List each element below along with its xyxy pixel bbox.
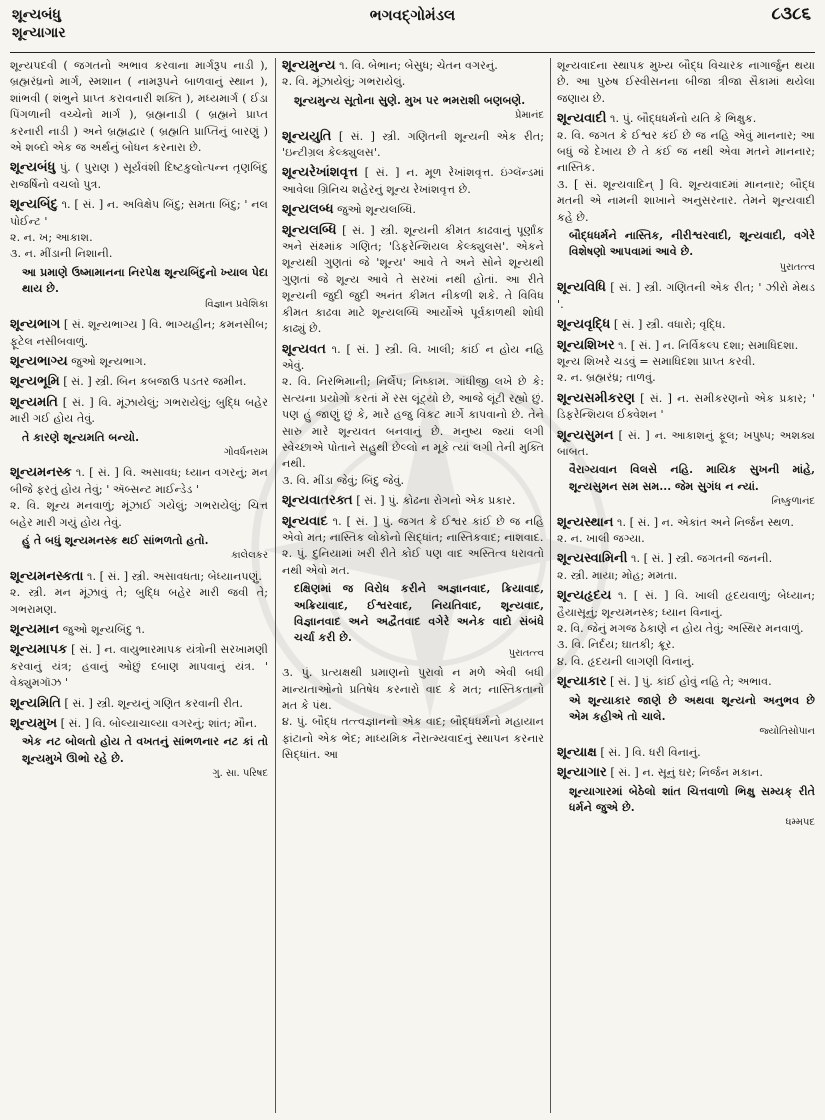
dictionary-entry [282, 202, 544, 218]
dictionary-entry [282, 223, 544, 338]
column-divider [275, 58, 276, 1113]
entry-headword: શૂન્યમાપક [10, 642, 68, 658]
entry-definition: જુઓ શૂન્યબિંદુ ૧. [62, 623, 145, 636]
entry-definition: ૧. [ સં. ] પું. જગત કે ઈશ્વર કાંઈ છે જ નહિ એવો મત; નાસ્તિક લોકોનો સિદ્ધાંત; નાસ્તિકવાદ; નાશવાદ. [282, 514, 544, 544]
entry-text [10, 696, 268, 712]
dictionary-entry [10, 716, 268, 783]
entry-sense: ૨. સ્ત્રી. માયા; મોહ; મમતા. [557, 568, 678, 582]
dictionary-entry [282, 342, 544, 490]
entry-definition: ૧. વિ. બેભાન; બેસુધ; ચેતન વગરનું. [339, 59, 498, 72]
dictionary-entry [282, 165, 544, 198]
entry-definition: [ સં. ] સ્ત્રી. ગણિતની એક રીત; ' ઝીરો મેથડ '. [557, 281, 815, 311]
entry-headword: શૂન્યલબ્ધ [282, 202, 334, 218]
dictionary-entry [557, 745, 815, 761]
entry-sense: ૪. વિ. હૃદયની લાગણી વિનાનું. [557, 654, 695, 668]
entry-headword: શૂન્યસમીકરણ [557, 390, 635, 406]
dictionary-entry [10, 696, 268, 712]
header-rule [10, 52, 815, 53]
entry-headword: શૂન્યરેખાંશવૃત્ત [282, 165, 358, 181]
column-middle [282, 58, 544, 1113]
dictionary-entry [10, 160, 268, 193]
entry-definition: ૧. [ સં. ] સ્ત્રી. જગતની જનની. [630, 552, 773, 566]
entry-headword: શૂન્યબંધુ [10, 160, 56, 176]
entry-sense: શૂન્ય શિખરે ચડવું = સમાધિદશા પ્રાપ્ત કરવી. [557, 354, 756, 368]
entry-headword: શૂન્યયુતિ [282, 128, 332, 144]
dictionary-entry [557, 58, 815, 107]
quotation-source: કાલેલકર [231, 550, 268, 562]
entry-text [557, 58, 815, 107]
entry-definition: [ સં. શૂન્યભાગ્ય ] વિ. ભાગ્યહીન; કમનસીબ; ફૂટેલ નસીબવાળું. [10, 318, 268, 348]
entry-definition: ૧. [ સં. ] વિ. ખાલી હૃદયવાળું; બેધ્યાન; હૈયાસૂનું; શૂન્યમનસ્ક; ધ્યાન વિનાનું. [557, 589, 815, 619]
entry-headword: શૂન્યવિધિ [557, 280, 606, 296]
entry-text [557, 317, 815, 333]
quotation-source: પુરાતત્ત્વ [779, 261, 815, 273]
entry-definition: [ સં. ] ન. મૂળ રેખાંશવૃત્ત. ઇંગ્લૅન્ડમાં આવેલા ગ્રિનિચ શહેરનું શૂન્ય રેખાંશવૃત્ત છે. [282, 166, 544, 196]
entry-text [10, 58, 268, 156]
dictionary-entry [557, 765, 815, 832]
entry-headword: શૂન્યાકાર [557, 674, 607, 690]
entry-definition: [ સં. ] સ્ત્રી. બિન કબજાઉ પડતર જમીન. [63, 375, 247, 389]
entry-definition: શૂન્યવાદના સ્થાપક મુખ્ય બૌદ્ધ વિચારક નાગાર્જુન થયા છે. આ પુરુષ ઈસ્વીસનના બીજા ત્રીજા સૈકામાં થયેલા જણાય છે. [557, 59, 815, 105]
entry-text [557, 338, 815, 354]
entry-headword: શૂન્યવાદી [557, 111, 607, 127]
entry-quotation: બૌદ્ધધર્મને નાસ્તિક, નીરીશ્વરવાદી, શૂન્યવાદી, વગેરે વિશેષણો આપવામાં આવે છે. પુરાતત્ત્વ [569, 227, 815, 276]
quotation-source: ધમ્મપદ [785, 817, 815, 829]
guide-word-top: શૂન્યબંધુ [12, 7, 61, 23]
page-header [0, 0, 825, 50]
entry-text [10, 317, 268, 350]
entry-sense: ૩. વિ. મીંડા જેવું; બિંદુ જેવું. [282, 473, 405, 487]
entry-text [10, 569, 268, 585]
entry-text [557, 280, 815, 313]
entry-definition: ૧. [ સં. ] ન. નિર્વિકલ્પ દશા; સમાધિદશા. [618, 338, 799, 352]
entry-headword: શૂન્યસ્થાન [557, 514, 614, 530]
dictionary-entry [10, 569, 268, 618]
quotation-source: ગોવર્ધનરામ [223, 446, 268, 458]
dictionary-entry [557, 515, 815, 548]
dictionary-entry [282, 129, 544, 162]
entry-sense: ૨. વિ. મૂંઝાયેલું; ગભરાયેલું. [282, 75, 406, 89]
dictionary-entry [10, 58, 268, 156]
dictionary-entry [557, 428, 815, 511]
entry-definition: [ સં. ] સ્ત્રી. વધારો; વૃદ્ધિ. [613, 318, 726, 332]
entry-text [557, 745, 815, 761]
dictionary-entry [10, 395, 268, 462]
entry-definition: ૧. [ સં. ] સ્ત્રી. વિ. ખાલી; કાંઈ ન હોય નહિ એવું. [282, 342, 544, 372]
entry-text [10, 354, 268, 370]
entry-text [282, 342, 544, 375]
dictionary-columns [10, 58, 815, 1113]
entry-text [557, 588, 815, 621]
entry-text [557, 515, 815, 531]
entry-quotation: હું તે બધું શૂન્યમનસ્ક થઈ સાંભળતો હતો. કાલેલકર [22, 532, 268, 565]
guide-word-bottom: શૂન્યાગાર [12, 25, 66, 41]
entry-text [282, 58, 544, 74]
dictionary-entry [10, 465, 268, 564]
entry-headword: શૂન્યાગાર [557, 765, 607, 781]
entry-headword: શૂન્યશિખર [557, 337, 615, 353]
dictionary-entry [10, 354, 268, 370]
entry-text [282, 514, 544, 547]
entry-definition: પું. ( પુરાણ ) સૂર્યવંશી દિષ્ટકુલોત્પન્ન તૃણબિંદુ રાજર્ષિનો વચલો પુત્ર. [10, 161, 268, 191]
dictionary-entry [282, 58, 544, 125]
page-number: ૮૩૮૬ [771, 4, 811, 24]
entry-headword: શૂન્યવૃદ્ધિ [557, 317, 611, 333]
entry-quotation: તે કારણે શૂન્યમતિ બન્યો. ગોવર્ધનરામ [22, 429, 268, 462]
dictionary-entry [10, 197, 268, 313]
entry-sense: ૨. ન. બ્રહ્મરંધ્ર; તાળવું. [557, 371, 656, 385]
entry-definition: [ સં. ] ન. આકાશનું ફૂલ; ખપુષ્પ; અશક્ય બાબત. [557, 428, 815, 458]
entry-definition: [ સં. ] પું. કાંઈ હોવું નહિ તે; અભાવ. [610, 675, 772, 689]
entry-headword: શૂન્યમનસ્ક [10, 465, 72, 481]
entry-sense: ૨. સ્ત્રી. મન મૂંઝાવું તે; બુદ્ધિ બહેર મારી જવી તે; ગભરામણ. [10, 586, 268, 616]
entry-text [10, 465, 268, 498]
entry-definition: ૧. [ સં. ] ન. અવિક્ષેપ બિંદુ; સમતા બિંદુ; ' નલ પોઈન્ટ ' [10, 198, 268, 228]
entry-headword: શૂન્યમિતિ [10, 695, 61, 711]
entry-text [557, 391, 815, 424]
entry-text [10, 197, 268, 230]
entry-text [282, 493, 544, 509]
entry-headword: શૂન્યમનસ્કતા [10, 568, 84, 584]
dictionary-entry [557, 317, 815, 333]
entry-sense: ૨. વિ. નિરભિમાની; નિર્લેપ; નિષ્કામ. ગાંધીજી લખે છે કે: સત્યના પ્રયોગો કરતાં મેં રસ લૂંટ્યો છે, આજે લૂંટી રહ્યો છું. પણ હું જાણું છું કે, મારે હજુ વિકટ માર્ગે કાપવાનો છે. તેને સારુ મારે શૂન્યવત બનવાનું છે. મનુષ્ય જ્યાં લગી સ્વેચ્છાએ પોતાને સહુથી છેલ્લો ન મૂકે ત્યાં લગી તેની મુક્તિ નથી. [282, 375, 544, 471]
entry-headword: શૂન્યલબ્ધિ [282, 222, 337, 238]
column-divider [550, 58, 551, 1113]
entry-text [10, 622, 268, 638]
entry-headword: શૂન્યસુમન [557, 427, 614, 443]
column-right [557, 58, 815, 1113]
entry-headword: શૂન્યભાગ્ય [10, 353, 68, 369]
dictionary-entry [557, 588, 815, 670]
entry-definition: [ સં. ] વિ. મૂંઝાયેલું; ગભરાયેલું; બુદ્ધિ બહેર મારી ગઈ હોય તેવું. [10, 395, 268, 426]
dictionary-entry [557, 280, 815, 313]
column-left [10, 58, 268, 1113]
dictionary-entry [10, 317, 268, 350]
entry-headword: શૂન્યમાન [10, 622, 60, 637]
entry-text [557, 674, 815, 690]
entry-text [557, 428, 815, 461]
entry-headword: શૂન્યવાતરક્ત [282, 493, 353, 509]
entry-sense: ૩. ન. મીંડાની નિશાની. [10, 247, 113, 261]
dictionary-title: ભગવદ્ગોમંડલ [369, 6, 456, 24]
dictionary-entry [557, 338, 815, 387]
entry-headword: શૂન્યબિંદુ [10, 197, 58, 213]
entry-definition: જુઓ શૂન્યલબ્ધિ. [337, 203, 416, 217]
entry-headword: શૂન્યવત [282, 341, 326, 357]
entry-headword: શૂન્યભૂમિ [10, 374, 60, 390]
entry-definition: [ સં. ] ન. વાયુભારમાપક યંત્રોની સરખામણી કરવાનું યંત્ર; હવાનું ઓછું દબાણ માપવાનું યંત્ર. ' વેક્યુમગૉઝ ' [10, 643, 268, 690]
entry-text [10, 716, 268, 732]
quotation-source: પ્રેમાનંદ [514, 110, 544, 122]
dictionary-entry [282, 514, 544, 764]
quotation-source: જ્યોતિસોપાન [759, 726, 815, 738]
entry-definition: [ સં. ] સ્ત્રી. ગણિતની શૂન્યની એક રીત; 'ઇન્ટીગ્રલ કેલ્ક્યુલસ'. [282, 129, 544, 160]
entry-sense: ૪. પું. બૌદ્ધ તત્ત્વજ્ઞાનનો એક વાદ; બૌદ્ધધર્મનો મહાયાન ફાંટાનો એક ભેદ; માધ્યમિક નૈરાત્મ્યવાદનું સ્થાપન કરનાર સિદ્ધાંત. આ [282, 715, 544, 762]
entry-definition: [ સં. ] સ્ત્રી. શૂન્યની કીમત કાઢવાનું પૂર્ણાંક અને સંક્ષ્માંક ગણિત; 'ડિફરેન્શિયલ કેલ્ક્યુલસ'. એકને શૂન્યથી ગુણતાં જે 'શૂન્ય' આવે તે અને સોને શૂન્યથી ગુણતાં જે શૂન્ય આવે તે સરખાં નથી હોતાં. આ રીતે શૂન્યની જુદી જુદી અનંત કીમત નીકળી શકે. તે વિવિધ કીમત કાઢવા માટે શૂન્યલબ્ધિ આર્યોએ પૂર્વકાળથી શોધી કાઢ્યું છે. [282, 223, 544, 336]
entry-sense: ૨. વિ. જગત કે ઈશ્વર કંઈ છે જ નહિ એવું માનનાર; આ બધું જે દેખાય છે તે કંઈ જ નથી એવા મતને માનનાર; નાસ્તિક. [557, 128, 815, 175]
entry-headword: શૂન્યભાગ [10, 317, 61, 333]
quotation-source: નિષ્કુળાનંદ [771, 496, 815, 508]
entry-sense: ૩. પું. પ્રત્યક્ષથી પ્રમાણનો પુરાવો ન મળે એવી બધી માન્યતાઓનો પ્રતિષેધ કરનારો વાદ કે મત; નાસ્તિકતાનો મત કે પંથ. [282, 666, 544, 713]
quotation-source: વિજ્ઞાન પ્રવેશિકા [205, 298, 268, 310]
entry-definition: ૧. [ સં. ] સ્ત્રી. અસાવધતા; બેધ્યાનપણું. [87, 569, 262, 583]
entry-definition: ૧. [ સં. ] વિ. અસાવધ; ધ્યાન વગરનું; મન બીજે ફરતું હોય તેવું; ' ઍબ્સન્ટ માઈન્ડેડ ' [10, 466, 268, 496]
entry-headword: શૂન્યહૃદય [557, 588, 612, 604]
entry-text [282, 129, 544, 162]
entry-text [557, 551, 815, 567]
dictionary-entry [557, 111, 815, 276]
entry-definition: [ સં. ] ન. સમીકરણનો એક પ્રકાર; ' ડિફરેન્શિયલ ઈક્વેશન ' [557, 391, 815, 422]
entry-sense: ૨. પું. દુનિયામાં ખરી રીતે કોઈ પણ વાદ અસ્તિત્વ ધરાવતો નથી એવો મત. [282, 547, 544, 577]
entry-headword: શૂન્યાક્ષ [557, 744, 597, 760]
dictionary-entry [557, 674, 815, 741]
entry-headword: શૂન્યસ્વામિની [557, 551, 628, 567]
dictionary-entry [10, 642, 268, 691]
entry-text [282, 165, 544, 198]
entry-definition: [ સં. ] ન. સૂનું ઘર; નિર્જન મકાન. [610, 766, 763, 780]
entry-sense: ૨. ન. ખાલી જગ્યા. [557, 531, 645, 545]
entry-definition: ૧. [ સં. ] ન. એકાંત અને નિર્જન સ્થળ. [617, 515, 794, 529]
entry-text [10, 160, 268, 193]
entry-quotation: એક નટ બોલતો હોય તે વખતનું સાંભળનાર નટ કાં તો શૂન્યમુખે ઊભો રહે છે. ગુ. સા. પરિષદ [22, 733, 268, 782]
entry-sense: ૨. વિ. જેનું મગજ ઠેકાણે ન હોય તેવું; અસ્થિર મનવાળું. [557, 622, 804, 635]
entry-text [557, 111, 815, 127]
entry-quotation: શૂન્યાગારમાં બેઠેલો શાંત ચિત્તવાળો ભિક્ષુ સમ્યક્ રીતે ધર્મને જુએ છે. ધમ્મપદ [569, 783, 815, 832]
entry-sense: ૩. [ સં. શૂન્યવાદિન્ ] વિ. શૂન્યવાદમાં માનનાર; બૌદ્ધ મતની એ નામની શાખાને અનુસરનાર. તેમને શૂન્યવાદી કહે છે. [557, 177, 815, 224]
entry-text [282, 223, 544, 338]
entry-text [10, 642, 268, 691]
entry-quotation: શૂન્યમુન્ય સૂતોના સુણે. મુખ પર ભમરાશી બણબણે. પ્રેમાનંદ [294, 92, 544, 125]
entry-definition: ૧. પું. બૌદ્ધધર્મનો યતિ કે ભિક્ષુક. [610, 112, 757, 126]
entry-quotation: આ પ્રમાણે ઉષ્મામાનના નિરપેક્ષ શૂન્યબિંદુનો ખ્યાલ પેદા થાય છે. વિજ્ઞાન પ્રવેશિકા [22, 264, 268, 313]
entry-text [10, 374, 268, 390]
entry-sense: ૨. વિ. શૂન્ય મનવાળું; મૂંઝાઈ ગયેલું; ગભરાયેલું; ચિત્ત બહેર મારી ગયું હોય તેવું. [10, 499, 268, 529]
entry-quotation: વૈરાગ્યવાન વિલસે નહિ. માયિક સુખની માંહે, શૂન્યસુમન સમ સમ... જેમ સુગંધ ન ન્યાં. નિષ્કુળાનંદ [569, 461, 815, 510]
entry-definition: [ સં. ] પું. કોઢના રોગનો એક પ્રકાર. [356, 494, 516, 508]
entry-quotation: દક્ષિણમાં જ વિરોધ કરીને અજ્ઞાનવાદ, ક્રિયાવાદ, અક્રિયાવાદ, ઈશ્વરવાદ, નિયતિવાદ, શૂન્યવાદ, વિજ્ઞાનવાદ અને અદ્વૈતવાદ વગેરે અનેક વાદો સંબંધે ચર્ચા કરી છે. પુરાતત્ત્વ [294, 580, 544, 662]
entry-definition: [ સં. ] વિ. ધરી વિનાનું. [600, 745, 701, 759]
entry-headword: શૂન્યવાદ [282, 513, 328, 529]
quotation-source: પુરાતત્ત્વ [508, 647, 544, 659]
entry-sense: ૨. ન. ખ; આકાશ. [10, 231, 93, 245]
entry-definition: [ સં. ] વિ. બોલ્યાચાલ્યા વગરનું; શાંત; મૌન. [60, 717, 258, 731]
entry-quotation: એ શૂન્યાકાર જાણે છે અથવા શૂન્યનો અનુભવ છે એમ કહીએ તો ચાલે. જ્યોતિસોપાન [569, 692, 815, 741]
quotation-source: ગુ. સા. પરિષદ [212, 768, 268, 780]
entry-definition: [ સં. ] સ્ત્રી. શૂન્યનું ગણિત કરવાની રીત. [64, 696, 243, 710]
dictionary-entry [557, 551, 815, 584]
dictionary-entry [10, 374, 268, 390]
entry-text [10, 395, 268, 428]
dictionary-entry [557, 391, 815, 424]
entry-headword: શૂન્યમુખ [10, 716, 58, 732]
entry-definition: શૂન્યપદવી ( જગતનો અભાવ કરવાના માર્ગરૂપ નાડી ), બ્રહ્મરંધ્રનો માર્ગ, સ્મશાન ( નામરૂપને બાળવાનું સ્થાન ), શાંભવી ( શંભુને પ્રાપ્ત કરાવનારી શક્તિ ), મધ્યમાર્ગ ( ઈડા પિંગળાની વચ્ચેનો માર્ગ ), બ્રહ્મનાડી ( બ્રહ્મને પ્રાપ્ત કરનારી નાડી ) અને બ્રહ્મદ્વાર ( બ્રહ્મતિ પ્રાપ્તિનું બારણું ) એ શબ્દો એક જ અર્થનું બોધન કરનારા છે. [10, 59, 268, 155]
entry-sense: ૩. વિ. નિર્દય; ઘાતકી; ક્રૂર. [557, 638, 675, 652]
entry-text [557, 765, 815, 781]
entry-headword: શૂન્યમુન્ય [282, 58, 336, 73]
entry-definition: જુઓ શૂન્યભાગ. [71, 354, 147, 368]
dictionary-entry [282, 493, 544, 509]
entry-headword: શૂન્યમતિ [10, 394, 58, 410]
entry-text [282, 202, 544, 218]
dictionary-entry [10, 622, 268, 638]
